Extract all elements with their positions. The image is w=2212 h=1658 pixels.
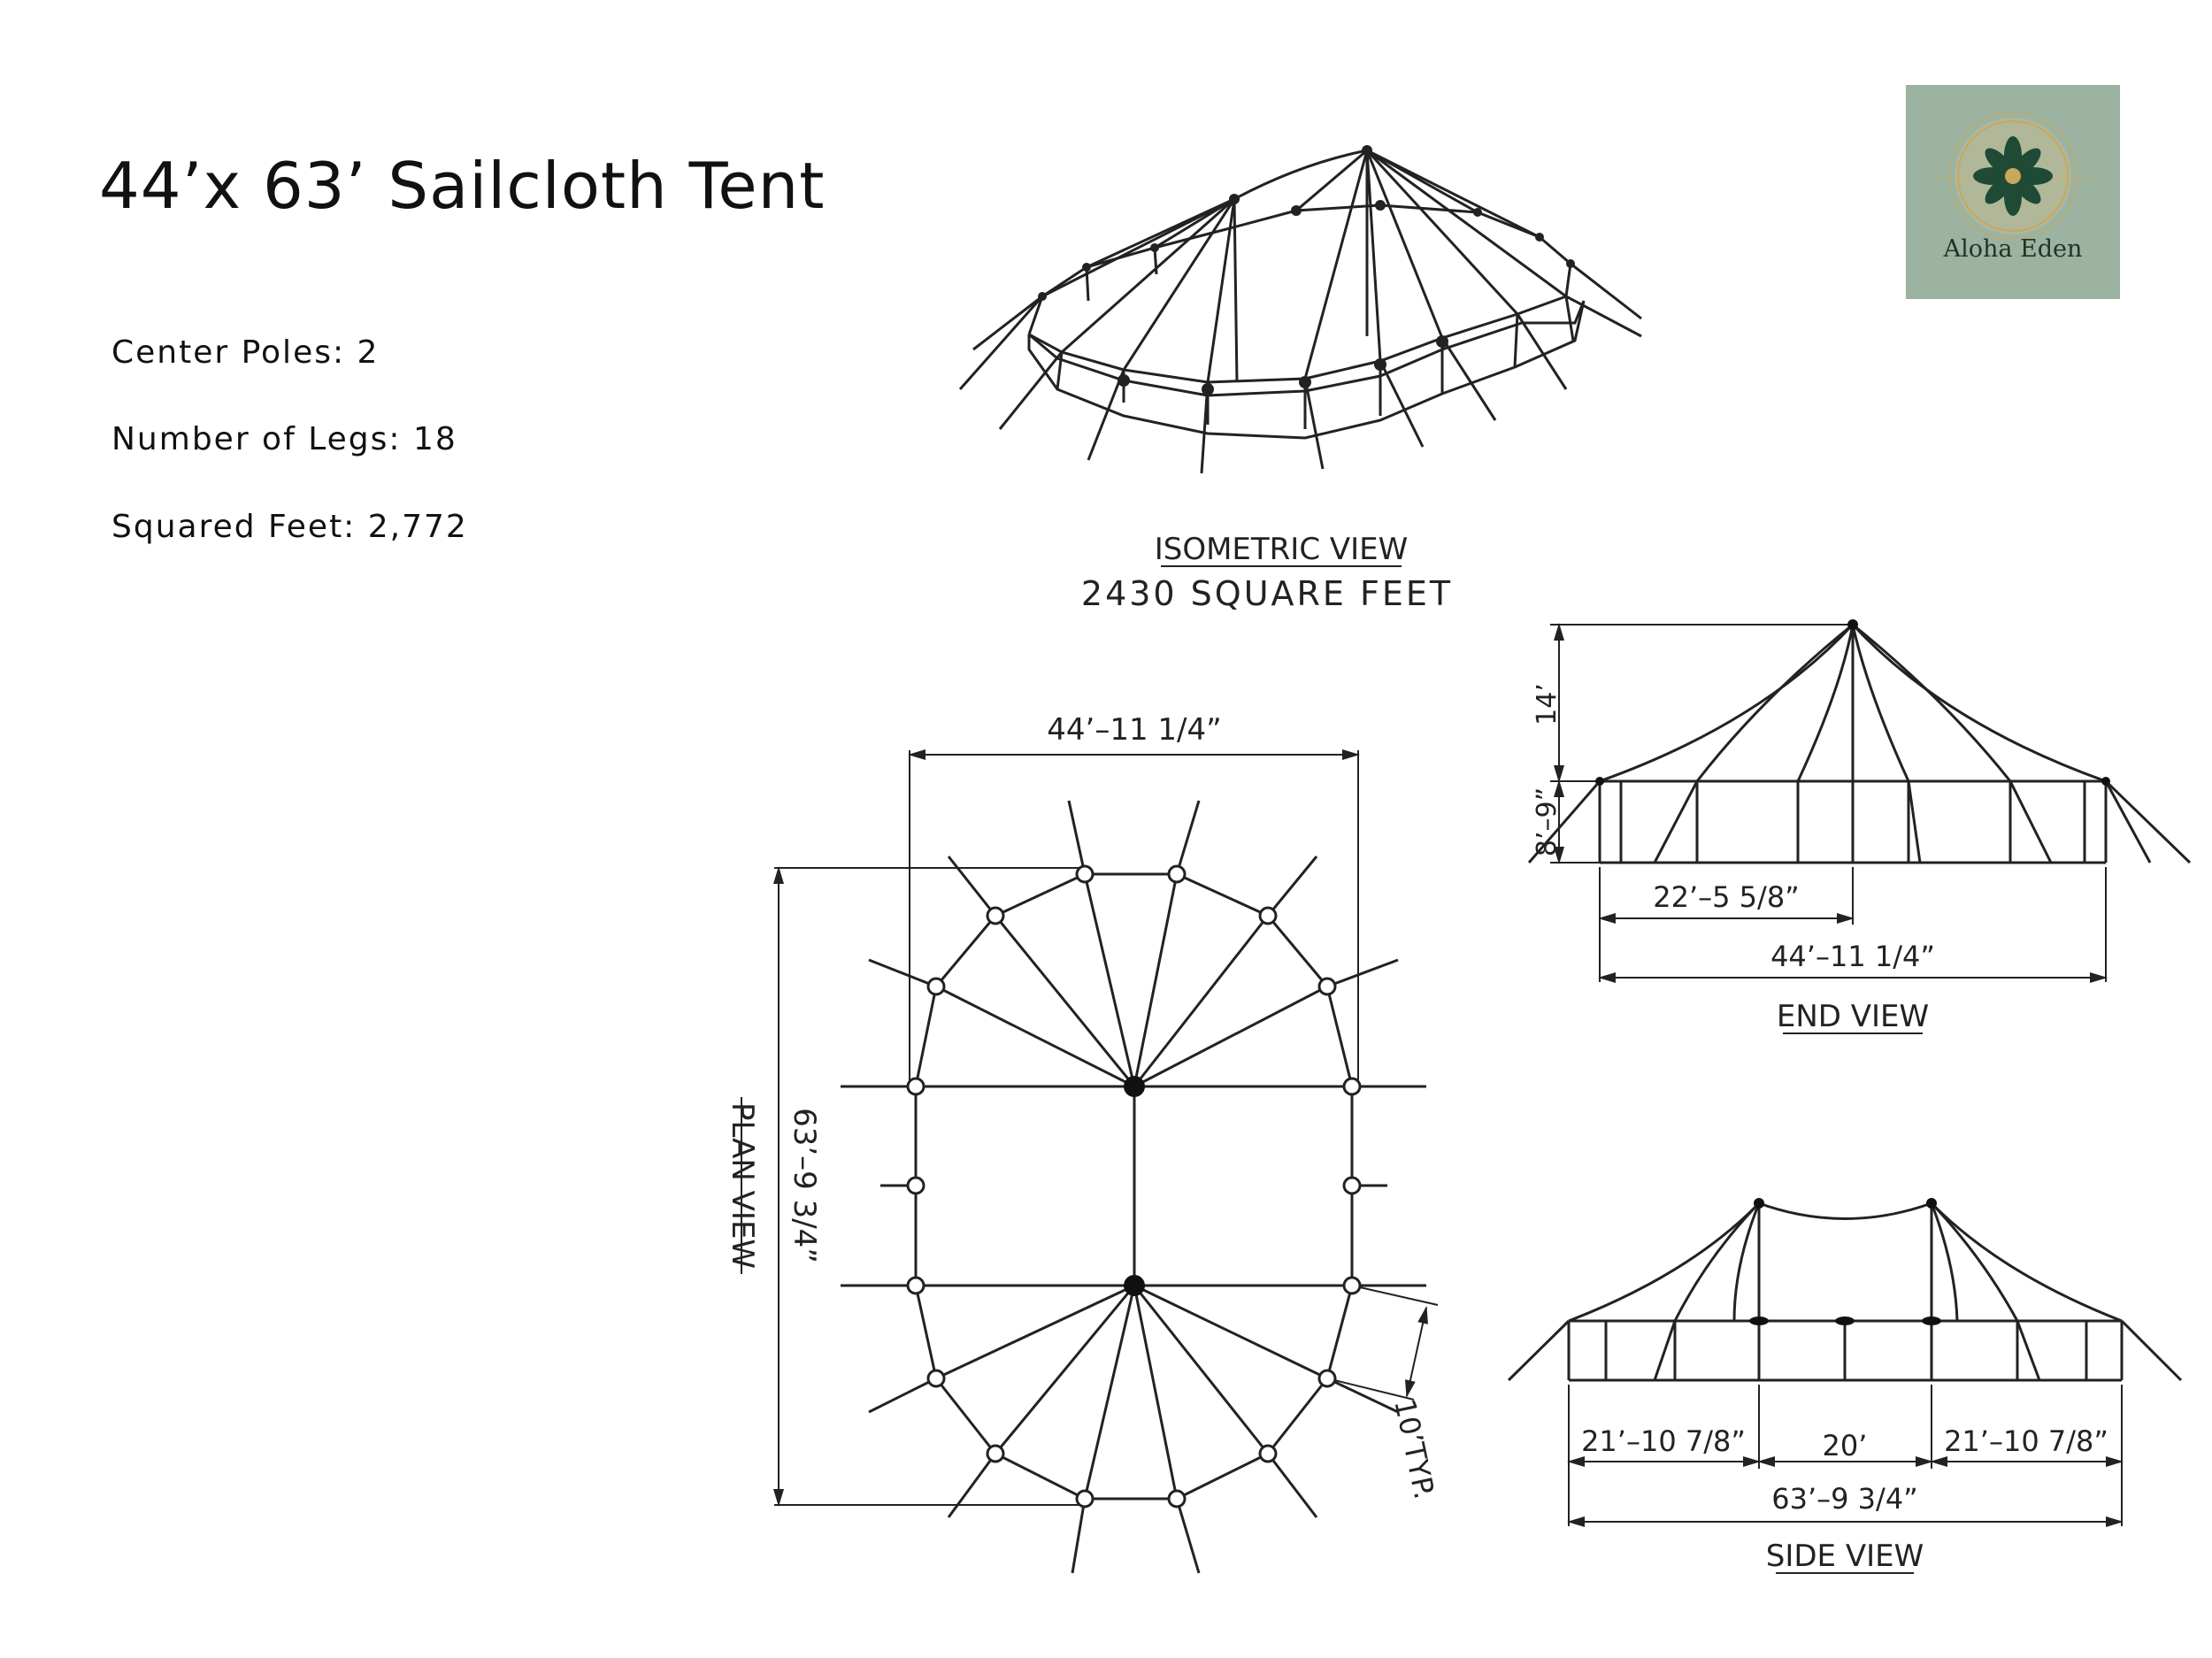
side-length: 63’–9 3/4” <box>1771 1482 1918 1516</box>
spec-center-poles: Center Poles: 2 <box>111 334 380 371</box>
end-view-drawing <box>1529 619 2190 982</box>
end-half-width: 22’–5 5/8” <box>1653 880 1800 914</box>
plan-view-drawing <box>774 750 1438 1573</box>
plan-length-dimension: 63’–9 3/4” <box>787 1108 822 1263</box>
plan-leg-spacing: 10’TYP. <box>1387 1395 1442 1502</box>
side-right-span: 21’–10 7/8” <box>1944 1424 2108 1458</box>
page-title: 44’x 63’ Sailcloth Tent <box>99 149 826 223</box>
spec-number-of-legs: Number of Legs: 18 <box>111 421 457 457</box>
side-mid-span: 20’ <box>1822 1429 1868 1462</box>
end-width: 44’–11 1/4” <box>1770 940 1935 973</box>
end-height-top: 14’ <box>1532 683 1563 725</box>
side-left-span: 21’–10 7/8” <box>1581 1424 1746 1458</box>
plan-width-dimension: 44’–11 1/4” <box>1047 712 1222 748</box>
end-height-wall: 8’–9” <box>1532 787 1563 857</box>
spec-square-feet: Squared Feet: 2,772 <box>111 509 468 545</box>
isometric-view-label: ISOMETRIC VIEW <box>1154 532 1409 567</box>
plan-view-label: PLAN VIEW <box>725 1101 760 1270</box>
end-view-label: END VIEW <box>1776 999 1930 1034</box>
side-view-drawing <box>1509 1198 2181 1526</box>
isometric-area-label: 2430 SQUARE FEET <box>1080 574 1454 613</box>
logo-brand-name: Aloha Eden <box>1943 235 2083 263</box>
isometric-view-drawing <box>960 145 1641 473</box>
side-view-label: SIDE VIEW <box>1765 1539 1924 1574</box>
